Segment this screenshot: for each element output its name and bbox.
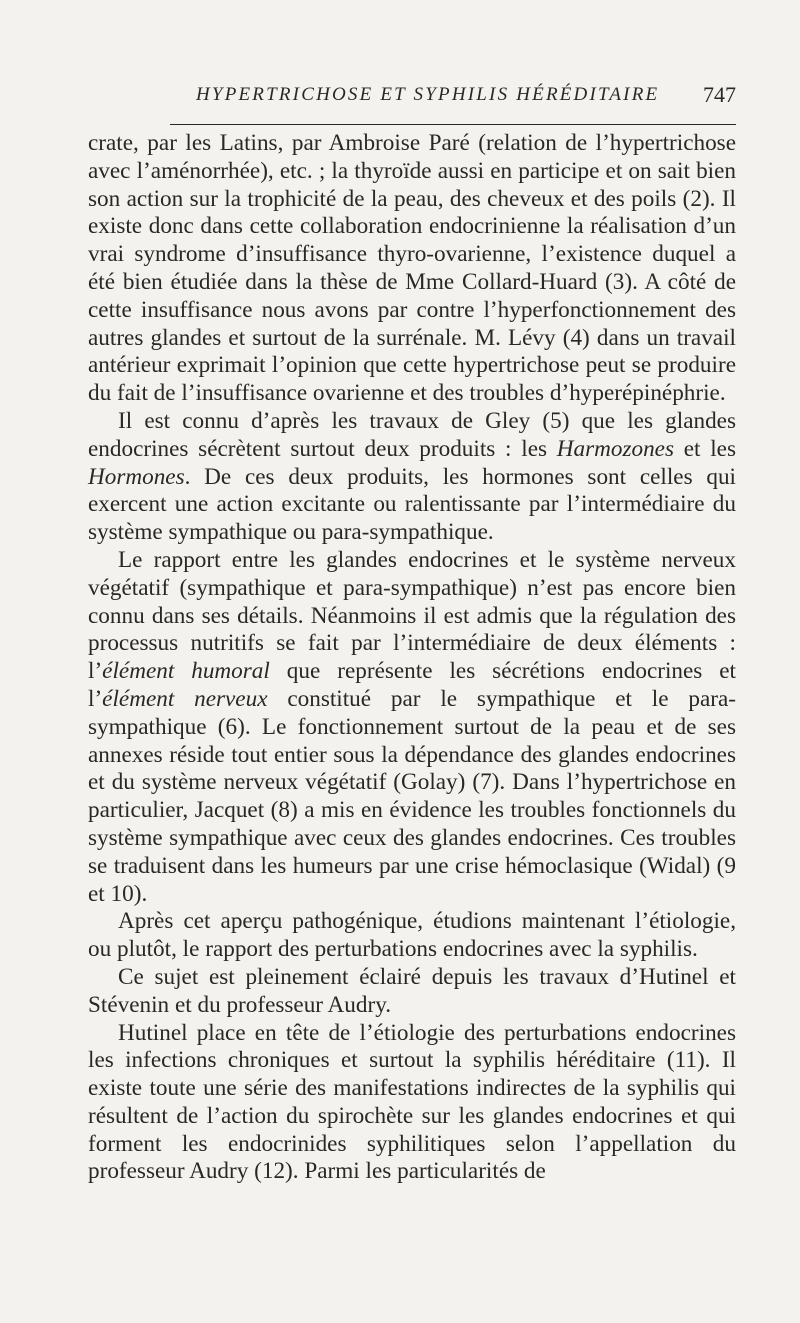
paragraph (88, 964, 736, 1020)
italic-term: élément nerveux (102, 685, 268, 712)
page-header (88, 84, 736, 114)
text-segment: Après cet aperçu pathogénique, étudions maintenant l’étiologie, ou plutôt, le rapport des perturbations endocrines avec la syphilis. (88, 908, 736, 963)
paragraph (88, 908, 736, 964)
paragraph (88, 1020, 736, 1187)
paragraph (88, 408, 736, 547)
page-number: 747 (703, 82, 736, 107)
text-segment: et les (674, 435, 736, 462)
italic-term: élément humoral (102, 658, 270, 685)
paragraph (88, 130, 736, 408)
text-segment: Ce sujet est pleinement éclairé depuis les travaux d’Hutinel et Stévenin et du professeur Audry. (88, 963, 736, 1018)
text-segment: Il est connu d’après les travaux de Gley (5) que les glandes endocrines sécrètent surtout deux produits : les (88, 407, 736, 462)
text-segment: Hutinel place en tête de l’étiologie des perturbations endocrines les infections chroniques et surtout la syphilis héréditaire (11). Il existe toute une série des manifestations indirectes de la syphilis qui résultent de l’action du spirochète sur les glandes endocrines et qui forment les endocrinides syphilitiques selon l’appellation du professeur Audry (12). Parmi les particularités de (88, 1019, 736, 1185)
text-segment: Le rapport entre les glandes endocrines et le système nerveux végétatif (sympathique et para-sympathique) n’est pas encore bien connu dans ses détails. Néanmoins il est admis que la régulation des processus nutritifs se fait par l’intermédiaire de deux éléments : l’ (88, 546, 736, 685)
italic-term: Harmozones (556, 435, 674, 462)
paragraph (88, 547, 736, 908)
running-title: HYPERTRICHOSE ET SYPHILIS HÉRÉDITAIRE (196, 84, 660, 105)
italic-term: Hormones (88, 463, 185, 490)
text-segment: que représente les sécrétions endocrines et l’ (88, 658, 737, 712)
text-segment: constitué par le sympathique et le para-sympathique (6). Le fonctionnement surtout de la peau et de ses annexes réside tout entier sous la dépendance des glandes endocrines et du système nerveux végétatif (Golay) (7). Dans l’hypertrichose en particulier, Jacquet (8) a mis en évidence les troubles fonctionnels du système sympathique avec ceux des glandes endocrines. Ces troubles se traduisent dans les humeurs par une crise hémoclasique (Widal) (9 et 10). (88, 685, 736, 907)
body-text (88, 130, 736, 1186)
text-segment: . De ces deux produits, les hormones sont celles qui exercent une action excitante ou ralentissante par l’intermédiaire du système sympathique ou para-sympathique. (88, 463, 736, 546)
text-segment: crate, par les Latins, par Ambroise Paré (relation de l’hypertrichose avec l’aménorrhée), etc. ; la thyroïde aussi en participe et on sait bien son action sur la trophicité de la peau, des cheveux et des poils (2). Il existe donc dans cette collaboration endocrinienne la réalisation d’un vrai syndrome d’insuffisance thyro-ovarienne, l’existence duquel a été bien étudiée dans la thèse de Mme Collard-Huard (3). A côté de cette insuffisance nous avons par contre l’hyperfonctionnement des autres glandes et surtout de la surrénale. M. Lévy (4) dans un travail antérieur exprimait l’opinion que cette hypertrichose peut se produire du fait de l’insuffisance ovarienne et des troubles d’hyperépinéphrie. (88, 130, 736, 407)
header-rule (170, 124, 736, 125)
